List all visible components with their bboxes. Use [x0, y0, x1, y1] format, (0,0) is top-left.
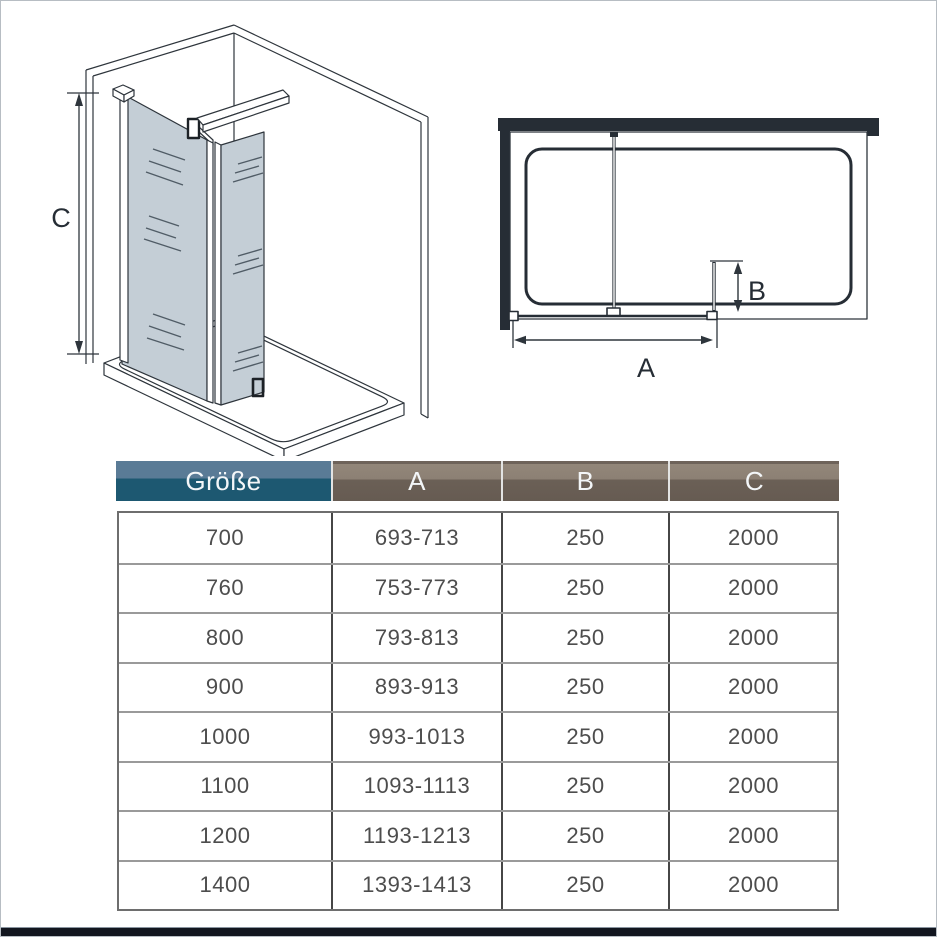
header-a: A	[331, 461, 501, 501]
return-glass-panel	[221, 132, 264, 405]
size-table	[117, 511, 839, 911]
isometric-diagram	[51, 25, 428, 456]
header-c: C	[668, 461, 839, 501]
cell-b: 250	[501, 713, 668, 761]
cell-size: 1100	[200, 773, 250, 799]
header-b: B	[501, 461, 668, 501]
cell-a: 1093-1113	[331, 763, 501, 811]
dimension-a	[513, 320, 717, 383]
cell-a: 1193-1213	[331, 812, 501, 860]
cell-size: 800	[205, 624, 245, 650]
arrowhead-left-icon	[514, 336, 526, 344]
cell-c: 2000	[668, 614, 837, 662]
cell-c: 2000	[668, 664, 837, 712]
cell-b: 250	[501, 664, 668, 712]
plan-tray-outline	[526, 149, 851, 304]
plan-diagram	[498, 118, 879, 383]
table-row	[119, 761, 837, 811]
cell-a: 793-813	[331, 614, 501, 662]
cell-c: 2000	[668, 565, 837, 613]
cell-b: 250	[501, 763, 668, 811]
cell-size: 700	[205, 524, 245, 550]
plan-support-bar	[607, 132, 620, 316]
cell-size: 900	[205, 674, 245, 700]
main-glass-panel	[122, 97, 207, 401]
table-row	[119, 860, 837, 910]
cell-c: 2000	[668, 763, 837, 811]
cell-c: 2000	[668, 812, 837, 860]
table-row	[119, 810, 837, 860]
dimension-a-label: A	[636, 353, 656, 383]
arrowhead-up-icon	[75, 93, 83, 106]
cell-a: 893-913	[331, 664, 501, 712]
cell-a: 753-773	[331, 565, 501, 613]
cell-b: 250	[501, 812, 668, 860]
cell-c: 2000	[668, 862, 837, 910]
arrowhead-down-icon	[734, 300, 742, 312]
plan-wall-left	[500, 118, 510, 330]
table-row	[119, 563, 837, 613]
plan-wall-top	[498, 118, 879, 131]
table-row	[119, 513, 837, 563]
support-bar	[188, 90, 289, 138]
size-table-header	[116, 461, 839, 501]
cell-size: 1200	[199, 822, 251, 848]
plan-enclosure-outline	[510, 132, 867, 319]
plan-wall-top-step	[867, 131, 879, 136]
table-row	[119, 711, 837, 761]
table-row	[119, 612, 837, 662]
dimension-c	[51, 93, 99, 354]
plan-end-bracket	[707, 312, 717, 320]
cell-size: 1400	[199, 872, 251, 898]
cell-a: 993-1013	[331, 713, 501, 761]
cell-b: 250	[501, 862, 668, 910]
cell-b: 250	[501, 513, 668, 563]
arrowhead-up-icon	[734, 262, 742, 274]
diagrams-canvas	[1, 1, 937, 456]
cell-a: 693-713	[331, 513, 501, 563]
cell-size: 1000	[199, 723, 251, 749]
table-row	[119, 662, 837, 712]
dimension-c-label: C	[51, 203, 71, 233]
arrowhead-right-icon	[701, 336, 713, 344]
cell-a: 1393-1413	[331, 862, 501, 910]
plan-wall-bracket	[509, 312, 518, 321]
cell-b: 250	[501, 614, 668, 662]
cell-c: 2000	[668, 713, 837, 761]
arrowhead-down-icon	[75, 341, 83, 354]
support-bar-clamp	[188, 119, 199, 138]
cell-c: 2000	[668, 513, 837, 563]
cell-size: 760	[205, 575, 245, 601]
cell-b: 250	[501, 565, 668, 613]
header-size: Größe	[116, 461, 331, 501]
dimension-b-label: B	[747, 276, 767, 306]
footer-accent-bar	[1, 927, 937, 936]
